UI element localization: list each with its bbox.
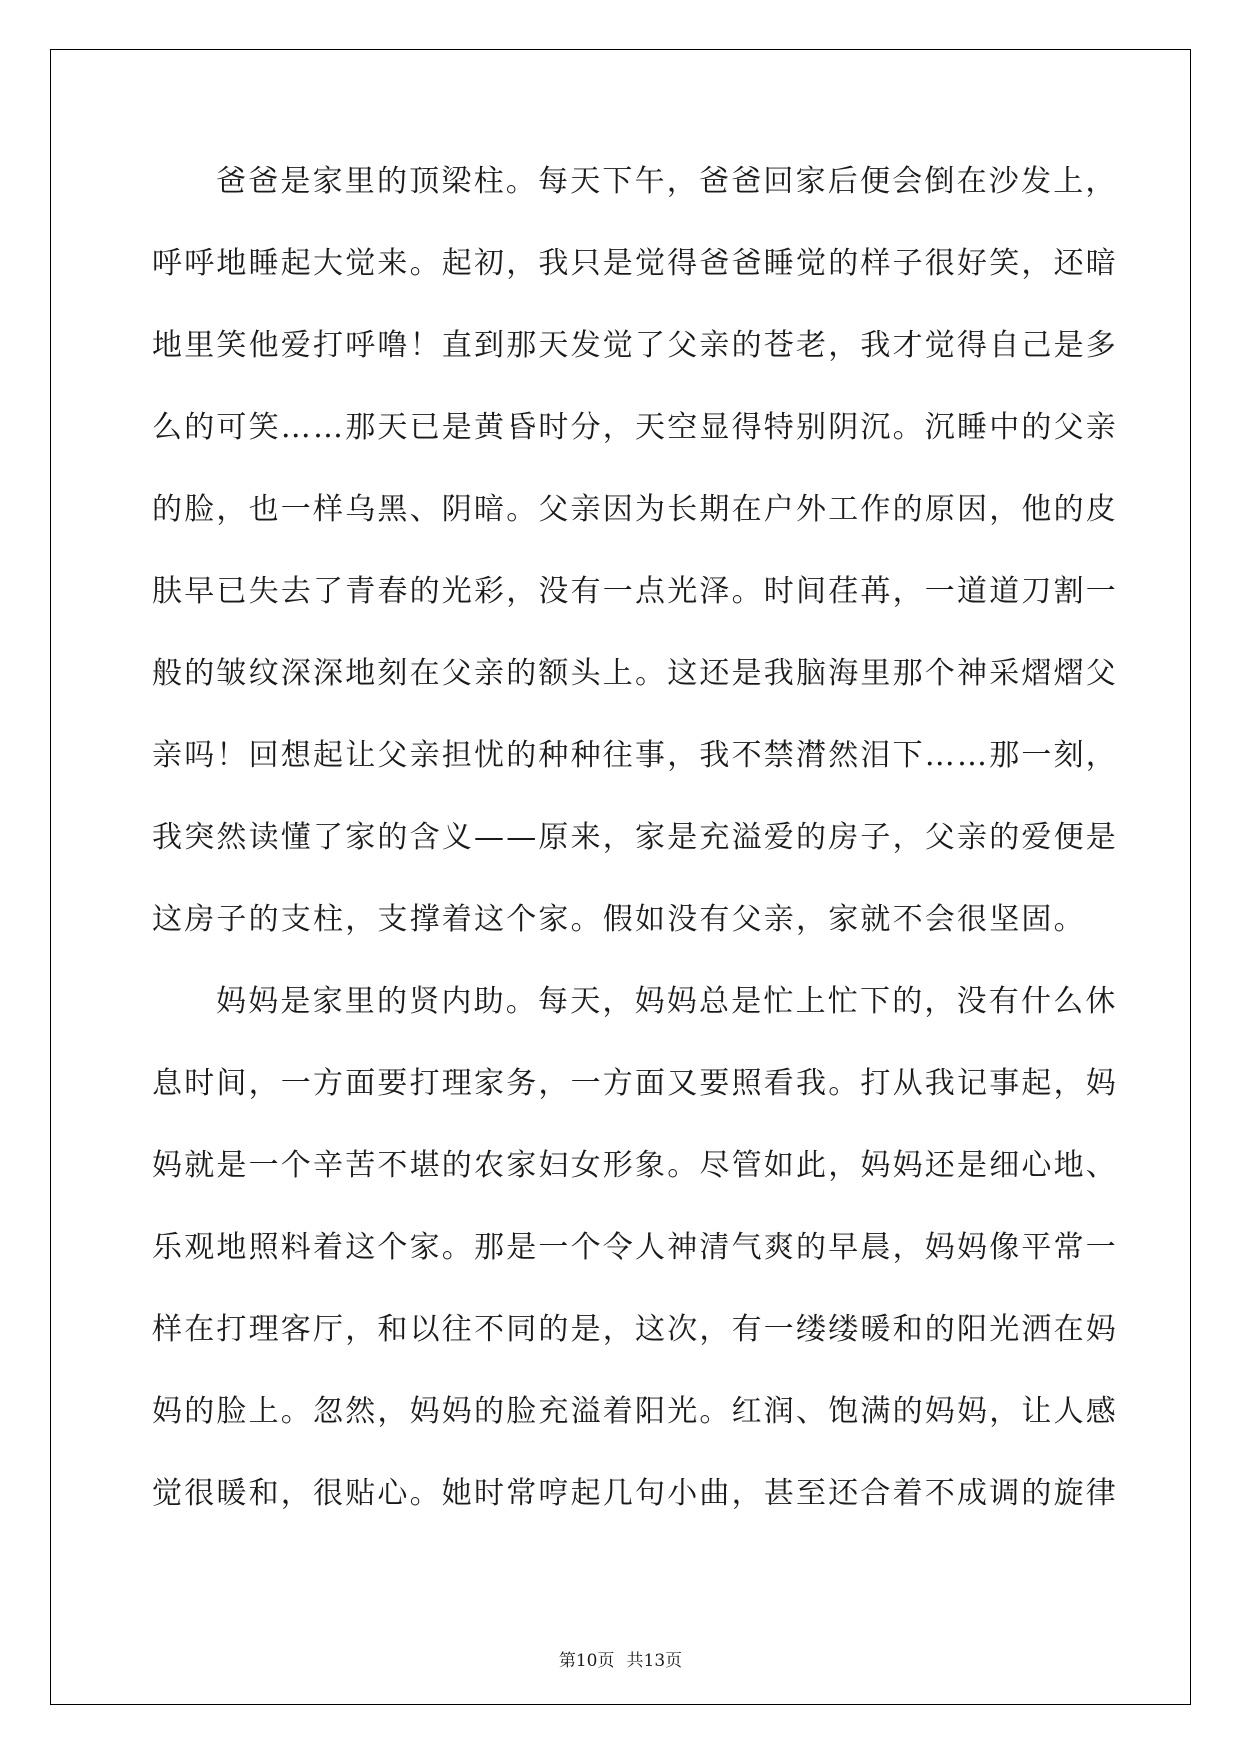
text-line: 肤早已失去了青春的光彩，没有一点光泽。时间荏苒，一道道刀割一 bbox=[152, 574, 1118, 609]
page-number: 第10页 bbox=[558, 1651, 615, 1671]
text-line: 乐观地照料着这个家。那是一个令人神清气爽的早晨，妈妈像平常一 bbox=[152, 1230, 1118, 1265]
page-footer bbox=[0, 1646, 1241, 1671]
paragraph-mother bbox=[152, 974, 1118, 1548]
text-line: 亲吗！回想起让父亲担忧的种种往事，我不禁潸然泪下……那一刻， bbox=[152, 738, 1118, 773]
text-line: 妈的脸上。忽然，妈妈的脸充溢着阳光。红润、饱满的妈妈，让人感 bbox=[152, 1394, 1118, 1429]
text-line: 我突然读懂了家的含义——原来，家是充溢爱的房子，父亲的爱便是 bbox=[152, 820, 1118, 855]
text-line: 妈就是一个辛苦不堪的农家妇女形象。尽管如此，妈妈还是细心地、 bbox=[152, 1148, 1118, 1183]
text-line: 这房子的支柱，支撑着这个家。假如没有父亲，家就不会很坚固。 bbox=[152, 902, 1086, 937]
text-line: 妈妈是家里的贤内助。每天，妈妈总是忙上忙下的，没有什么休 bbox=[216, 984, 1118, 1019]
text-line: 爸爸是家里的顶梁柱。每天下午，爸爸回家后便会倒在沙发上， bbox=[216, 164, 1118, 199]
text-line: 地里笑他爱打呼噜！直到那天发觉了父亲的苍老，我才觉得自己是多 bbox=[152, 328, 1118, 363]
text-line: 觉很暖和，很贴心。她时常哼起几句小曲，甚至还合着不成调的旋律 bbox=[152, 1476, 1118, 1511]
document-body bbox=[152, 154, 1118, 1548]
text-line: 呼呼地睡起大觉来。起初，我只是觉得爸爸睡觉的样子很好笑，还暗 bbox=[152, 246, 1118, 281]
text-line: 么的可笑……那天已是黄昏时分，天空显得特别阴沉。沉睡中的父亲 bbox=[152, 410, 1118, 445]
paragraph-father bbox=[152, 154, 1118, 974]
text-line: 息时间，一方面要打理家务，一方面又要照看我。打从我记事起，妈 bbox=[152, 1066, 1118, 1101]
page-total: 共13页 bbox=[626, 1651, 683, 1671]
text-line: 般的皱纹深深地刻在父亲的额头上。这还是我脑海里那个神采熠熠父 bbox=[152, 656, 1118, 691]
text-line: 样在打理客厅，和以往不同的是，这次，有一缕缕暖和的阳光洒在妈 bbox=[152, 1312, 1118, 1347]
text-line: 的脸，也一样乌黑、阴暗。父亲因为长期在户外工作的原因，他的皮 bbox=[152, 492, 1118, 527]
